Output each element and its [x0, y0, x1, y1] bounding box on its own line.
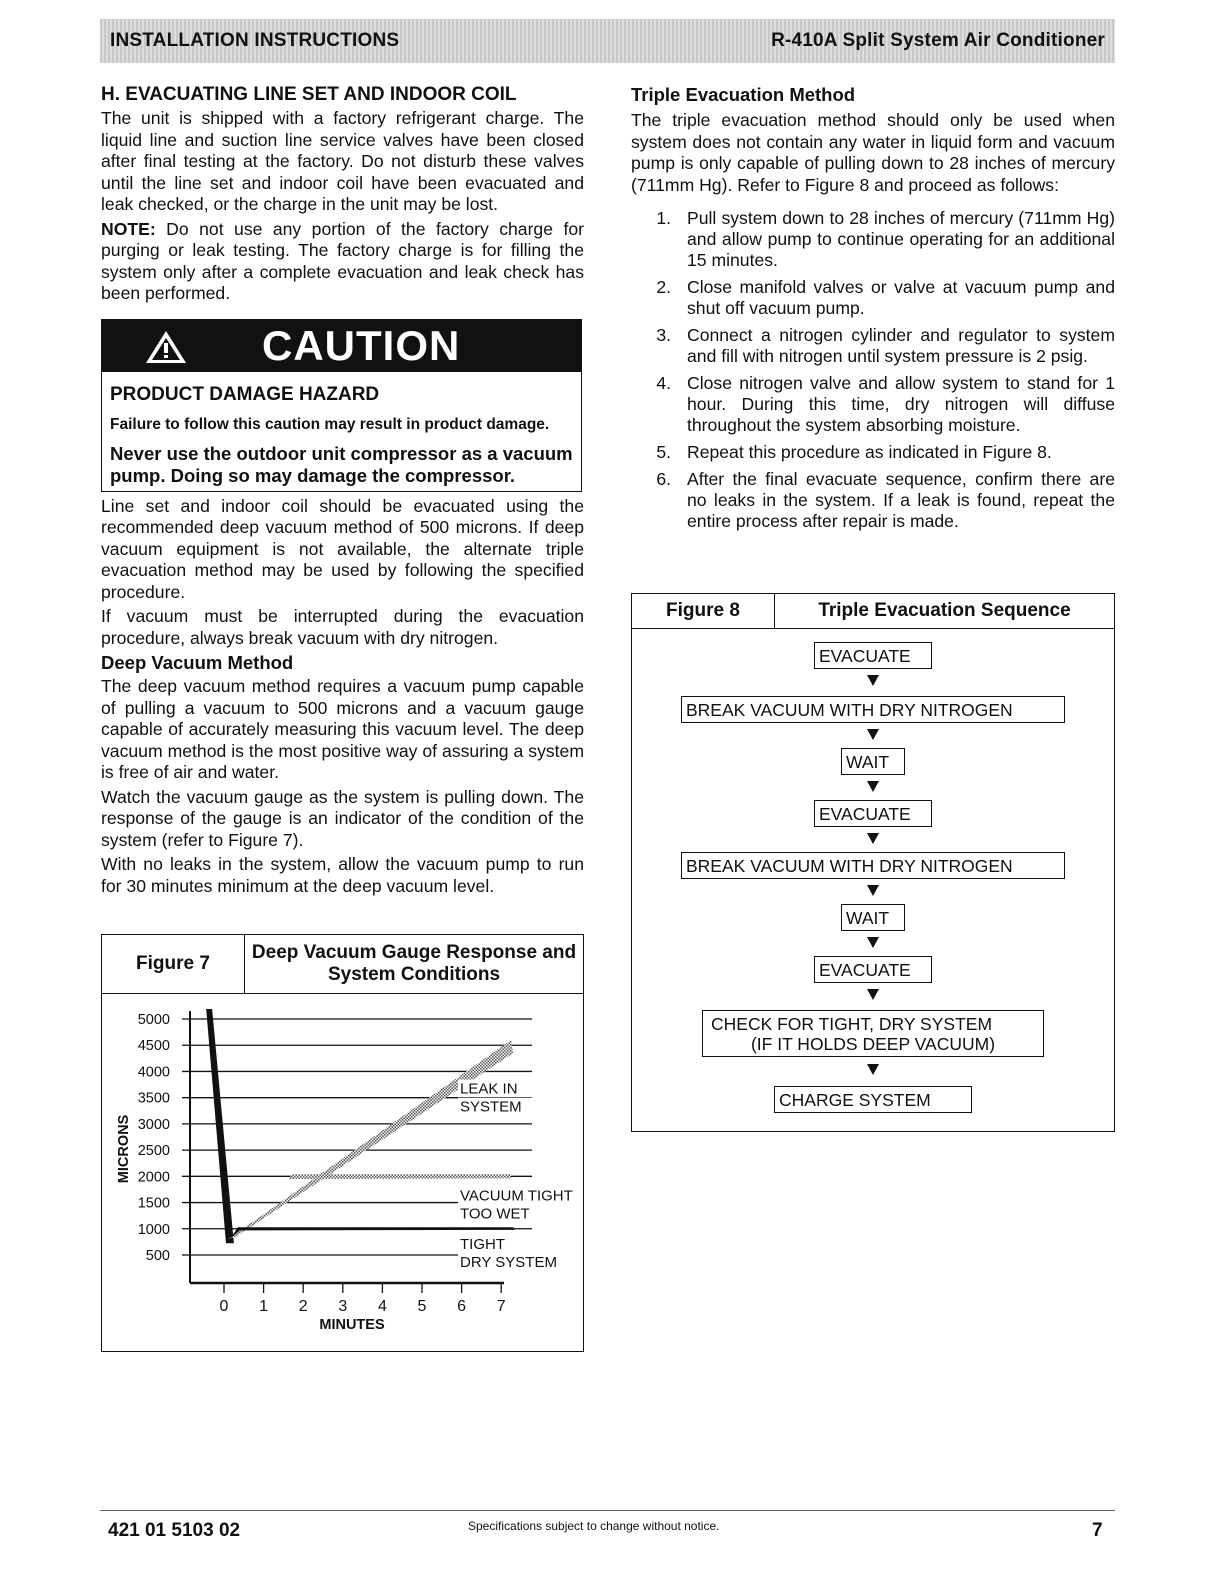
step-item	[631, 325, 1115, 367]
flow-step-label: WAIT	[846, 908, 890, 928]
y-tick-label: 2500	[137, 1143, 170, 1160]
y-tick-label: 5000	[137, 1012, 170, 1028]
paragraph-interrupt: If vacuum must be interrupted during the evacuation procedure, always break vacuum with dry nitrogen.	[101, 606, 584, 648]
flow-step-box	[774, 1086, 972, 1113]
step-number: 4.	[656, 373, 671, 393]
caution-box	[101, 319, 582, 492]
flow-step-box	[681, 852, 1065, 879]
footer-notice: Specifications subject to change without notice.	[468, 1519, 720, 1533]
figure-7-number: Figure 7	[102, 935, 245, 993]
footer-rule	[100, 1510, 1115, 1511]
step-text: Connect a nitrogen cylinder and regulator to system and fill with nitrogen until system pressure is 2 psig.	[687, 325, 1115, 366]
figure-7	[101, 934, 584, 1352]
paragraph-no-leaks: With no leaks in the system, allow the vacuum pump to run for 30 minutes minimum at the deep vacuum level.	[101, 854, 584, 896]
flow-arrow-icon	[867, 729, 879, 740]
series-vacuum-tight-too-wet	[287, 1174, 511, 1179]
x-tick-label: 2	[298, 1298, 308, 1315]
right-column	[631, 84, 1115, 538]
step-text: After the final evacuate sequence, confirm there are no leaks in the system. If a leak is found, repeat the entire process after repair is made.	[687, 469, 1115, 531]
paragraph-deep-vacuum: The deep vacuum method requires a vacuum pump capable of pulling a vacuum to 500 microns and a vacuum gauge capable of accurately measuring this vacuum level. The deep vacuum method is the most positive way of assuring a system is free of air and water.	[101, 676, 584, 782]
page-number: 7	[1092, 1520, 1103, 1541]
flow-step-box	[702, 1010, 1044, 1057]
note-text: Do not use any portion of the factory charge for purging or leak testing. The factory charge is for filling the system only after a complete evacuation and leak check has been performed.	[101, 218, 584, 303]
y-tick-label: 3000	[137, 1116, 170, 1133]
figure-8-header	[632, 594, 1114, 629]
header-right-title: R-410A Split System Air Conditioner	[771, 30, 1105, 51]
step-text: Close manifold valves or valve at vacuum pump and shut off vacuum pump.	[687, 277, 1115, 318]
flow-step-box	[841, 904, 905, 931]
y-tick-label: 500	[145, 1248, 170, 1264]
note-paragraph	[101, 219, 584, 305]
flow-step-box	[814, 642, 932, 669]
step-text: Close nitrogen valve and allow system to stand for 1 hour. During this time, dry nitrogen will diffuse throughout the system absorbing moisture.	[687, 373, 1115, 435]
flow-step-label: BREAK VACUUM WITH DRY NITROGEN	[686, 700, 1013, 720]
paragraph-watch-gauge: Watch the vacuum gauge as the system is pulling down. The response of the gauge is an indicator of the condition of the system (refer to Figure 7).	[101, 786, 584, 850]
series-annotation: DRY SYSTEM	[460, 1254, 557, 1271]
flow-arrow-icon	[867, 1064, 879, 1075]
x-axis-label: MINUTES	[319, 1317, 385, 1333]
flow-step-box	[814, 956, 932, 983]
figure-8	[631, 593, 1115, 1132]
flow-step-label: CHARGE SYSTEM	[779, 1090, 931, 1110]
flow-arrow-icon	[867, 833, 879, 844]
flow-step-label: (IF IT HOLDS DEEP VACUUM)	[750, 1034, 996, 1054]
y-tick-label: 1500	[137, 1195, 170, 1212]
y-tick-label: 1000	[137, 1221, 170, 1238]
flow-arrow-icon	[867, 937, 879, 948]
flow-step-label: WAIT	[846, 752, 890, 772]
step-item	[631, 208, 1115, 271]
flow-step-box	[814, 800, 932, 827]
x-tick-label: 5	[417, 1298, 427, 1315]
x-tick-label: 6	[457, 1298, 467, 1315]
y-tick-label: 4000	[137, 1064, 170, 1081]
flow-arrow-icon	[867, 885, 879, 896]
triple-intro: The triple evacuation method should only be used when system does not contain any water in liquid form and vacuum pump is only capable of pulling down to 28 inches of mercury (711mm Hg). Refer to Figure 8 and proceed as follows:	[631, 110, 1115, 195]
figure-8-title: Triple Evacuation Sequence	[818, 600, 1071, 621]
header-left-title: INSTALLATION INSTRUCTIONS	[110, 30, 400, 51]
x-tick-label: 1	[259, 1298, 269, 1315]
page-header	[100, 19, 1115, 63]
footer-doc-number: 421 01 5103 02	[108, 1520, 241, 1541]
step-item	[631, 469, 1115, 532]
step-number: 1.	[656, 208, 671, 228]
intro-paragraph: The unit is shipped with a factory refrigerant charge. The liquid line and suction line service valves have been closed after final testing at the factory. Do not disturb these valves until the line set and indoor coil have been evacuated and leak checked, or the charge in the unit may be lost.	[101, 108, 584, 214]
step-number: 5.	[656, 442, 671, 462]
flow-step-label: EVACUATE	[819, 646, 911, 666]
step-number: 2.	[656, 277, 671, 297]
flow-arrow-icon	[867, 989, 879, 1000]
caution-line-1: Failure to follow this caution may result in product damage.	[110, 415, 550, 433]
x-tick-label: 7	[496, 1298, 506, 1315]
y-axis-label: MICRONS	[116, 1114, 132, 1184]
flow-step-label: BREAK VACUUM WITH DRY NITROGEN	[686, 856, 1013, 876]
steps-list	[631, 208, 1115, 532]
caution-header	[102, 320, 581, 372]
series-annotation: SYSTEM	[460, 1098, 522, 1116]
step-text: Repeat this procedure as indicated in Figure 8.	[687, 442, 1052, 462]
flow-step-box	[841, 748, 905, 775]
note-label: NOTE:	[101, 218, 156, 239]
flow-arrow-icon	[867, 781, 879, 792]
vacuum-response-chart	[102, 993, 582, 1349]
step-text: Pull system down to 28 inches of mercury (711mm Hg) and allow pump to continue operating for an additional 15 minutes.	[687, 208, 1115, 270]
y-tick-label: 4500	[137, 1038, 170, 1055]
series-annotation: LEAK IN	[460, 1080, 518, 1098]
series-annotation: VACUUM TIGHT	[460, 1187, 573, 1205]
step-number: 3.	[656, 325, 671, 345]
flow-step-label: CHECK FOR TIGHT, DRY SYSTEM	[711, 1014, 993, 1034]
flow-step-label: EVACUATE	[819, 804, 911, 824]
paragraph-evacuation: Line set and indoor coil should be evacuated using the recommended deep vacuum method of 500 microns. If deep vacuum equipment is not available, the alternate triple evacuation method may be used by following the specified procedure.	[101, 495, 584, 602]
deep-vacuum-heading: Deep Vacuum Method	[101, 652, 294, 673]
figure-7-header	[102, 935, 583, 994]
y-tick-label: 3500	[137, 1090, 170, 1107]
step-item	[631, 277, 1115, 319]
figure-7-title: Deep Vacuum Gauge Response and System Conditions	[251, 942, 577, 985]
x-tick-label: 4	[377, 1298, 387, 1315]
caution-word: CAUTION	[262, 321, 461, 369]
y-tick-label: 2000	[137, 1169, 170, 1186]
series-annotation: TIGHT	[460, 1236, 505, 1253]
figure-8-number: Figure 8	[632, 594, 775, 628]
x-tick-label: 3	[338, 1298, 348, 1315]
left-column	[101, 84, 584, 900]
step-number: 6.	[656, 469, 671, 489]
section-heading: H. EVACUATING LINE SET AND INDOOR COIL	[101, 84, 517, 105]
caution-title: PRODUCT DAMAGE HAZARD	[110, 383, 380, 405]
step-item	[631, 442, 1115, 463]
warning-triangle-icon	[144, 329, 188, 365]
caution-line-2: Never use the outdoor unit compressor as a vacuum pump. Doing so may damage the compressor.	[110, 442, 573, 486]
flow-step-label: EVACUATE	[819, 960, 911, 980]
x-tick-label: 0	[219, 1298, 229, 1315]
caution-body	[102, 372, 581, 491]
pressure-drop-line	[206, 1009, 234, 1243]
triple-evacuation-heading: Triple Evacuation Method	[631, 84, 856, 105]
series-annotation: TOO WET	[460, 1205, 530, 1223]
flow-step-box	[681, 696, 1065, 723]
step-item	[631, 373, 1115, 436]
flow-arrow-icon	[867, 675, 879, 686]
